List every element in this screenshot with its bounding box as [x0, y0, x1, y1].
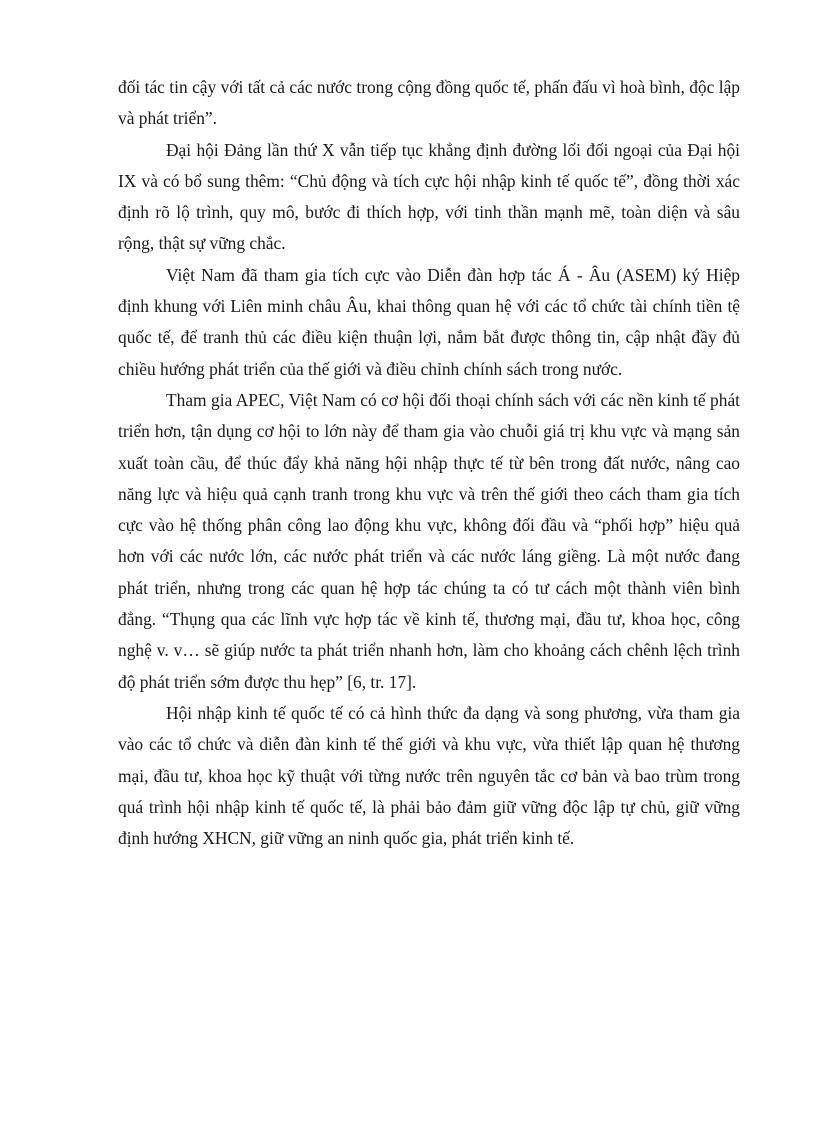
paragraph-apec: Tham gia APEC, Việt Nam có cơ hội đối thoại chính sách với các nền kinh tế phát triển hơn, tận dụng cơ hội to lớn này để tham gia vào chuỗi giá trị khu vực và mạng sản xuất toàn cầu, để thúc đẩy khả năng hội nhập thực tế từ bên trong đất nước, nâng cao năng lực và hiệu quả cạnh tranh trong khu vực và trên thế giới theo cách tham gia tích cực vào hệ thống phân công lao động khu vực, không đối đầu và “phối hợp” hiệu quả hơn với các nước lớn, các nước phát triển và các nước láng giềng. Là một nước đang phát triển, nhưng trong các quan hệ hợp tác chúng ta có tư cách một thành viên bình đẳng. “Thụng qua các lĩnh vực hợp tác về kinh tế, thương mại, đầu tư, khoa học, công nghệ v. v… sẽ giúp nước ta phát triển nhanh hơn, làm cho khoảng cách chênh lệch trình độ phát triển sớm được thu hẹp” [6, tr. 17].: [118, 389, 740, 692]
paragraph-dai-hoi-x: Đại hội Đảng lần thứ X vẫn tiếp tục khẳng định đường lối đối ngoại của Đại hội IX và có bổ sung thêm: “Chủ động và tích cực hội nhập kinh tế quốc tế”, đồng thời xác định rõ lộ trình, quy mô, bước đi thích hợp, với tinh thần mạnh mẽ, toàn diện và sâu rộng, thật sự vững chắc.: [118, 139, 740, 254]
paragraph-continuation: đối tác tin cậy với tất cả các nước trong cộng đồng quốc tế, phấn đấu vì hoà bình, độc lập và phát triển”.: [118, 77, 740, 129]
body-text: [118, 72, 740, 854]
paragraph-hoi-nhap: Hội nhập kinh tế quốc tế có cả hình thức đa dạng và song phương, vừa tham gia vào các tổ chức và diễn đàn kinh tế thế giới và khu vực, vừa thiết lập quan hệ thương mại, đầu tư, khoa học kỹ thuật với từng nước trên nguyên tắc cơ bản và bao trùm trong quá trình hội nhập kinh tế quốc tế, là phải bảo đảm giữ vững độc lập tự chủ, giữ vững định hướng XHCN, giữ vững an ninh quốc gia, phát triển kinh tế.: [118, 702, 740, 849]
paragraph-asem: Việt Nam đã tham gia tích cực vào Diễn đàn hợp tác Á - Âu (ASEM) ký Hiệp định khung với Liên minh châu Âu, khai thông quan hệ với các tổ chức tài chính tiền tệ quốc tế, để tranh thủ các điều kiện thuận lợi, nắm bắt được thông tin, cập nhật đầy đủ chiều hướng phát triển của thế giới và điều chỉnh chính sách trong nước.: [118, 264, 740, 379]
